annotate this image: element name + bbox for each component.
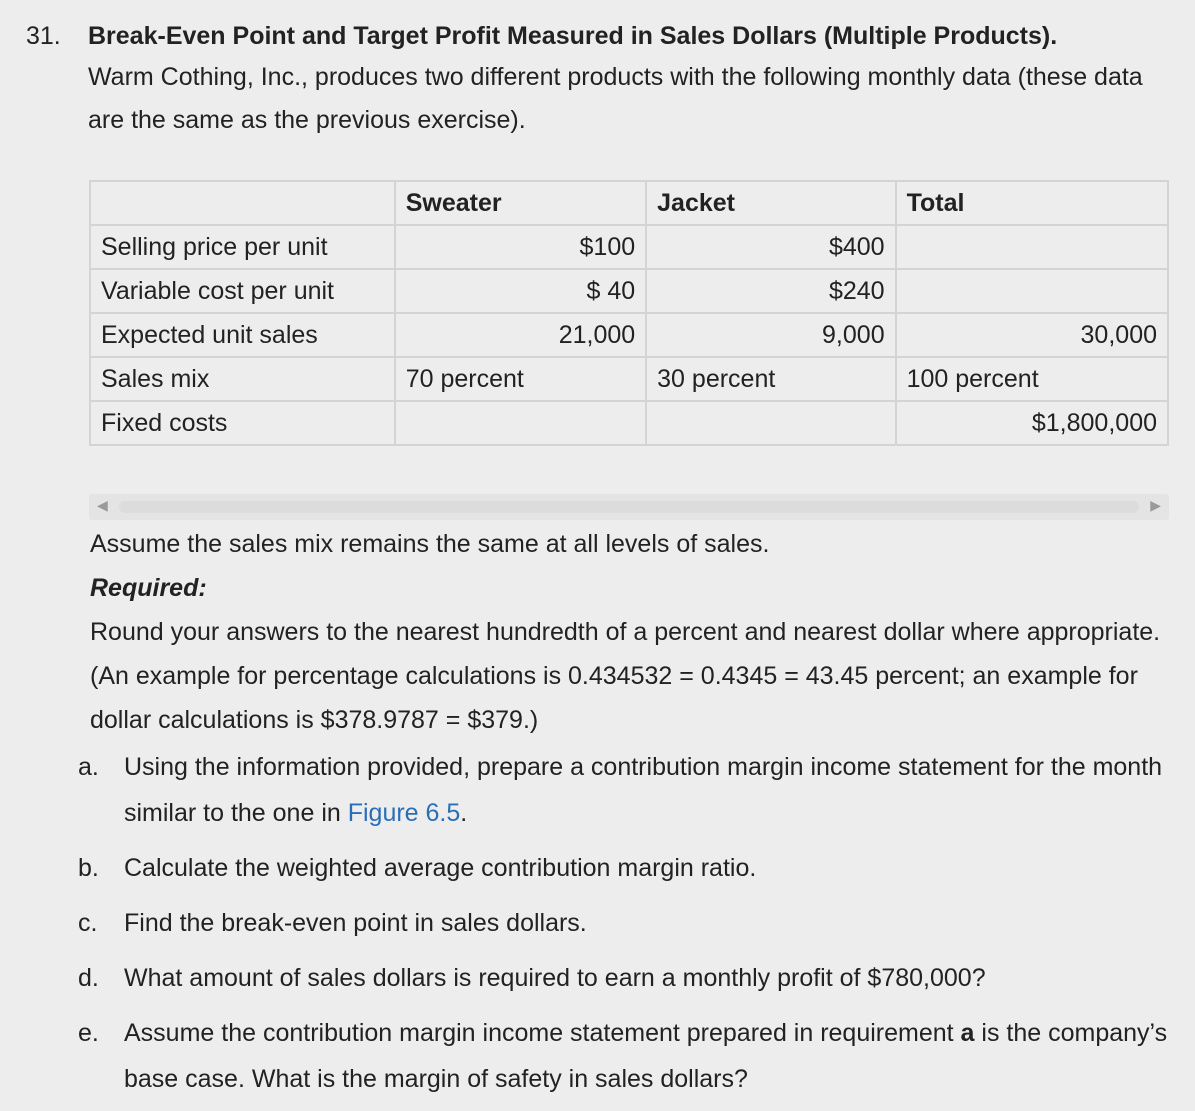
row-label: Expected unit sales	[90, 313, 395, 357]
item-text: Calculate the weighted average contribution margin ratio.	[124, 854, 757, 882]
exercise-title: Break-Even Point and Target Profit Measured in Sales Dollars (Multiple Products).	[88, 22, 1058, 50]
header-total: Total	[896, 181, 1168, 225]
item-text-end: is the company’s base case. What is the margin of safety in sales dollars?	[124, 1019, 1168, 1093]
sweater-value	[395, 401, 646, 445]
item-letter: a.	[78, 753, 99, 781]
table-row	[90, 401, 1168, 445]
item-text: Find the break-even point in sales dollars.	[124, 909, 587, 937]
required-label: Required:	[90, 574, 207, 602]
scrollbar-thumb[interactable]	[119, 501, 1139, 513]
jacket-value: 9,000	[646, 313, 895, 357]
sweater-value: 21,000	[395, 313, 646, 357]
total-value: $1,800,000	[896, 401, 1168, 445]
jacket-value: $240	[646, 269, 895, 313]
table-row	[90, 313, 1168, 357]
sweater-value: $100	[395, 225, 646, 269]
total-value: 30,000	[896, 313, 1168, 357]
scroll-left-arrow-icon[interactable]: ◀	[97, 497, 108, 513]
jacket-value: 30 percent	[646, 357, 895, 401]
item-letter: c.	[78, 909, 98, 937]
figure-link[interactable]: Figure 6.5	[347, 799, 461, 827]
list-item	[78, 1010, 1168, 1102]
item-text-end: .	[460, 799, 468, 827]
row-label: Fixed costs	[90, 401, 395, 445]
exercise-intro: Warm Cothing, Inc., produces two different products with the following monthly data (these data are the same as the previous exercise).	[88, 63, 1143, 134]
table-header-row	[90, 181, 1168, 225]
product-data-table	[89, 180, 1169, 446]
requirements-list	[78, 744, 1168, 1111]
table-horizontal-scrollbar[interactable]	[89, 494, 1169, 520]
sweater-value: $ 40	[395, 269, 646, 313]
row-label: Variable cost per unit	[90, 269, 395, 313]
table-row	[90, 269, 1168, 313]
item-letter: e.	[78, 1019, 99, 1047]
scroll-right-arrow-icon[interactable]: ▶	[1150, 497, 1161, 513]
header-cell-empty	[90, 181, 395, 225]
jacket-value	[646, 401, 895, 445]
item-letter: d.	[78, 964, 99, 992]
header-jacket: Jacket	[646, 181, 895, 225]
list-item	[78, 845, 1168, 891]
item-text: What amount of sales dollars is required to earn a monthly profit of $780,000?	[124, 964, 986, 992]
item-text: Using the information provided, prepare a contribution margin income statement for the month similar to the one in	[124, 753, 1163, 827]
total-value	[896, 225, 1168, 269]
rounding-note: Round your answers to the nearest hundredth of a percent and nearest dollar where appropriate. (An example for percentage calculations is 0.434532 = 0.4345 = 43.45 percent; an example for dollar calculations is $378.9787 = $379.)	[90, 618, 1161, 734]
table-row	[90, 357, 1168, 401]
row-label: Sales mix	[90, 357, 395, 401]
list-item	[78, 955, 1168, 1001]
list-item	[78, 900, 1168, 946]
header-sweater: Sweater	[395, 181, 646, 225]
total-value	[896, 269, 1168, 313]
total-value: 100 percent	[896, 357, 1168, 401]
list-item	[78, 744, 1168, 836]
item-letter: b.	[78, 854, 99, 882]
jacket-value: $400	[646, 225, 895, 269]
row-label: Selling price per unit	[90, 225, 395, 269]
item-text: Assume the contribution margin income statement prepared in requirement	[124, 1019, 961, 1047]
assumption-text: Assume the sales mix remains the same at all levels of sales.	[90, 530, 770, 558]
sweater-value: 70 percent	[395, 357, 646, 401]
exercise-number: 31.	[26, 22, 61, 50]
table-row	[90, 225, 1168, 269]
item-text-bold: a	[960, 1019, 975, 1047]
